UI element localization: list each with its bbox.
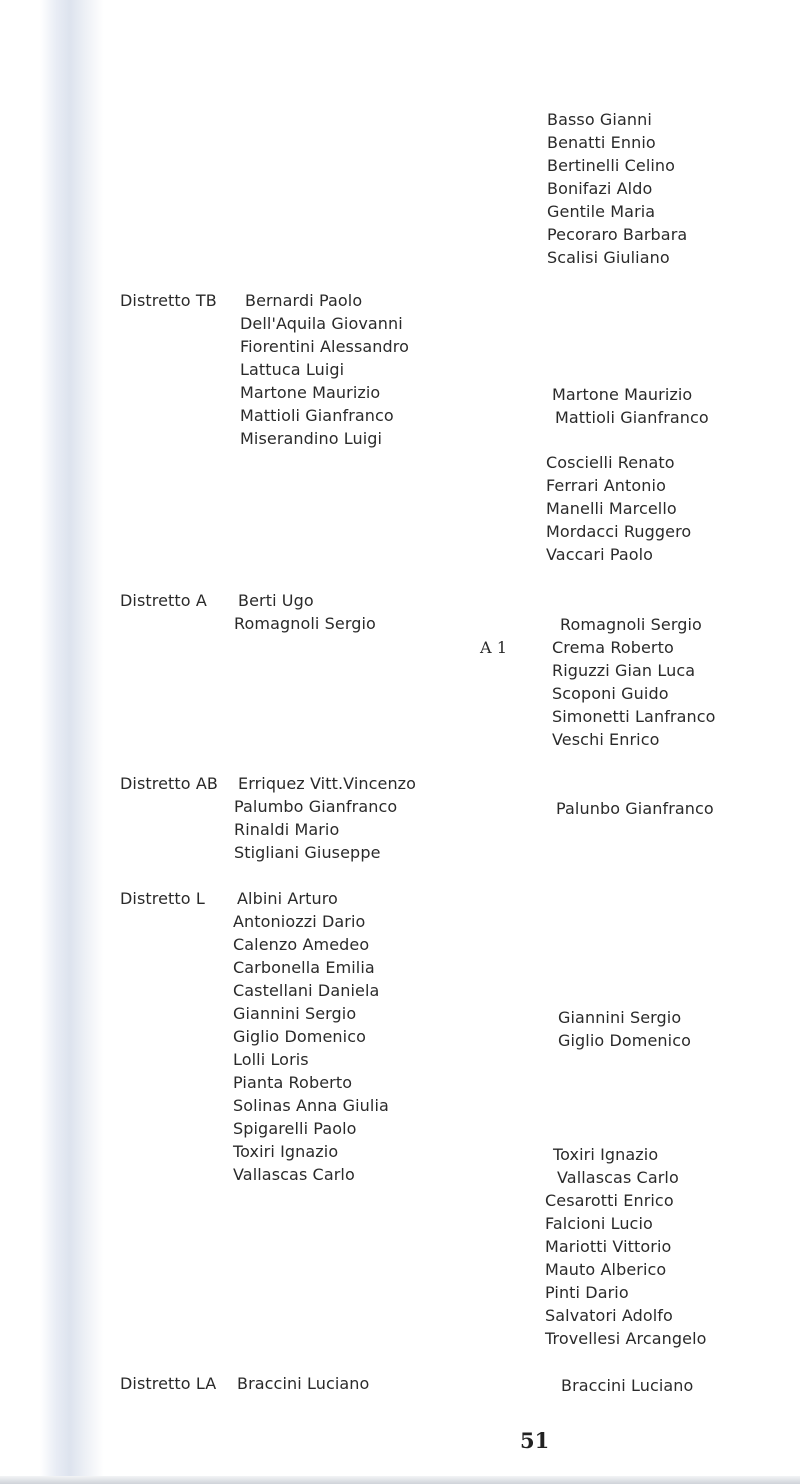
list-item: Bernardi Paolo — [245, 291, 363, 310]
list-item: Riguzzi Gian Luca — [552, 661, 696, 680]
list-item: Coscielli Renato — [546, 453, 675, 472]
list-item: Basso Gianni — [547, 110, 652, 129]
list-item: Vallascas Carlo — [233, 1165, 355, 1184]
list-item: Berti Ugo — [238, 591, 314, 610]
list-item: Romagnoli Sergio — [234, 614, 376, 633]
list-item: Pecoraro Barbara — [547, 225, 688, 244]
names-block-after-l — [545, 1189, 707, 1350]
district-label-a1: A 1 — [480, 638, 508, 657]
names-block-after-tb — [546, 451, 691, 566]
district-label-a: Distretto A — [120, 591, 207, 610]
list-item: Palumbo Gianfranco — [234, 797, 398, 816]
list-item: Pianta Roberto — [233, 1073, 353, 1092]
list-item: Toxiri Ignazio — [233, 1142, 339, 1161]
list-item: Falcioni Lucio — [545, 1214, 653, 1233]
list-item: Fiorentini Alessandro — [240, 337, 409, 356]
list-item: Lattuca Luigi — [240, 360, 345, 379]
list-item: Mattioli Gianfranco — [240, 406, 394, 425]
list-item: Erriquez Vitt.Vincenzo — [238, 774, 417, 793]
district-la-member: Braccini Luciano — [237, 1374, 370, 1393]
list-item: Simonetti Lanfranco — [552, 707, 716, 726]
list-item: Miserandino Luigi — [240, 429, 383, 448]
list-item: Martone Maurizio — [552, 385, 693, 404]
list-item: Gentile Maria — [547, 202, 656, 221]
list-item: Benatti Ennio — [547, 133, 656, 152]
list-item: Scalisi Giuliano — [547, 248, 670, 267]
list-item: Mariotti Vittorio — [545, 1237, 672, 1256]
district-a-right: Romagnoli Sergio — [560, 615, 702, 634]
list-item: Mattioli Gianfranco — [555, 408, 709, 427]
list-item: Castellani Daniela — [233, 981, 380, 1000]
list-item: Calenzo Amedeo — [233, 935, 370, 954]
page-number: 51 — [520, 1428, 550, 1453]
list-item: Mauto Alberico — [545, 1260, 667, 1279]
district-tb-right — [552, 383, 709, 429]
list-item: Crema Roberto — [552, 638, 674, 657]
district-a1-members — [552, 636, 716, 751]
district-label-tb: Distretto TB — [120, 291, 217, 310]
list-item: Martone Maurizio — [240, 383, 381, 402]
list-item: Stigliani Giuseppe — [234, 843, 381, 862]
list-item: Vaccari Paolo — [546, 545, 654, 564]
district-ab-members — [234, 772, 416, 864]
list-item: Bertinelli Celino — [547, 156, 676, 175]
list-item: Manelli Marcello — [546, 499, 677, 518]
list-item: Salvatori Adolfo — [545, 1306, 673, 1325]
list-item: Carbonella Emilia — [233, 958, 375, 977]
district-label-ab: Distretto AB — [120, 774, 218, 793]
list-item: Solinas Anna Giulia — [233, 1096, 389, 1115]
list-item: Spigarelli Paolo — [233, 1119, 357, 1138]
list-item: Bonifazi Aldo — [547, 179, 653, 198]
district-l-right-toxiri: Toxiri Ignazio — [553, 1145, 659, 1164]
district-l-right-mid — [558, 1006, 691, 1052]
list-item: Veschi Enrico — [552, 730, 660, 749]
list-item: Ferrari Antonio — [546, 476, 666, 495]
list-item: Cesarotti Enrico — [545, 1191, 674, 1210]
list-item: Rinaldi Mario — [234, 820, 340, 839]
list-item: Albini Arturo — [237, 889, 338, 908]
district-label-la: Distretto LA — [120, 1374, 217, 1393]
page-bottom-edge — [0, 1476, 800, 1484]
binding-gutter-shadow — [0, 0, 120, 1484]
district-ab-right: Palunbo Gianfranco — [556, 799, 714, 818]
district-l-members — [233, 887, 389, 1186]
district-l-right-vallascas: Vallascas Carlo — [557, 1168, 679, 1187]
list-item: Giannini Sergio — [233, 1004, 357, 1023]
list-item: Giglio Domenico — [558, 1031, 691, 1050]
list-item: Scoponi Guido — [552, 684, 669, 703]
district-la-right: Braccini Luciano — [561, 1376, 694, 1395]
list-item: Antoniozzi Dario — [233, 912, 366, 931]
district-tb-members — [240, 289, 409, 450]
list-item: Pinti Dario — [545, 1283, 629, 1302]
list-item: Giglio Domenico — [233, 1027, 366, 1046]
district-label-l: Distretto L — [120, 889, 205, 908]
top-names-list — [547, 108, 687, 269]
list-item: Dell'Aquila Giovanni — [240, 314, 403, 333]
list-item: Giannini Sergio — [558, 1008, 682, 1027]
list-item: Mordacci Ruggero — [546, 522, 692, 541]
list-item: Lolli Loris — [233, 1050, 309, 1069]
district-a-members — [234, 589, 376, 635]
list-item: Trovellesi Arcangelo — [545, 1329, 707, 1348]
